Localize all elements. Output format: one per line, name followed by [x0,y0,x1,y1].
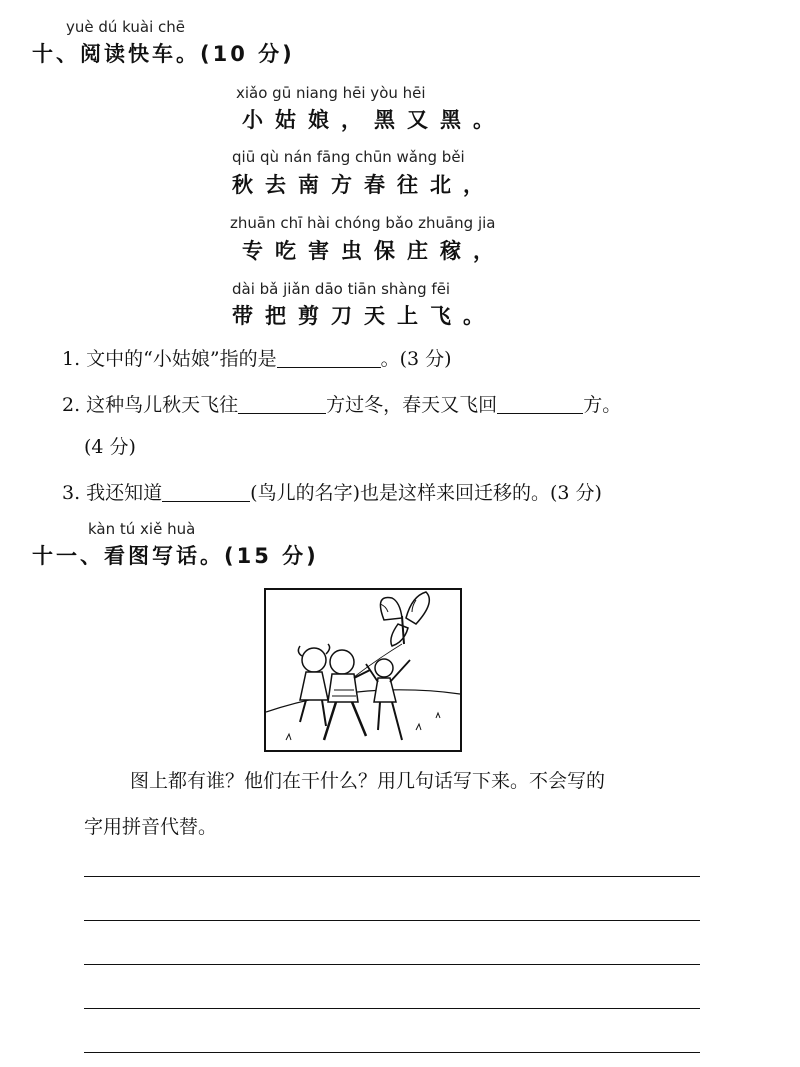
poem-line-3: 专吃害虫保庄稼， [242,238,506,263]
writing-line-4[interactable] [84,1008,700,1009]
girl-figure-icon [298,644,329,726]
kite-picture [264,588,462,752]
question-3-text-b: (鸟儿的名字)也是这样来回迁移的。(3 分) [250,482,602,504]
section11-title: 十一、看图写话。(15 分) [32,544,319,568]
answer-blank-2b[interactable] [497,395,583,414]
question-1 [62,344,452,371]
section11-pinyin: kàn tú xiě huà [88,520,196,538]
question-1-points: 。(3 分) [380,348,452,370]
small-child-figure-icon [366,659,410,740]
answer-blank-2a[interactable] [238,395,326,414]
answer-blank-3[interactable] [162,483,250,502]
poem-pinyin-1: xiǎo gū niang hēi yòu hēi [236,84,426,102]
question-3 [62,478,602,505]
question-1-text: 1. 文中的“小姑娘”指的是 [62,348,277,370]
question-2-text-a: 2. 这种鸟儿秋天飞往 [62,394,239,416]
answer-blank-1[interactable] [277,349,381,368]
question-2-text-b: 方过冬，春天又飞回 [326,394,498,416]
section10-title: 十、阅读快车。(10 分) [32,42,295,66]
poem-pinyin-2: qiū qù nán fāng chūn wǎng běi [232,148,465,166]
writing-prompt-line-2: 字用拼音代替。 [84,816,218,838]
poem-pinyin-3: zhuān chī hài chóng bǎo zhuāng jia [230,214,496,232]
poem-pinyin-4: dài bǎ jiǎn dāo tiān shàng fēi [232,280,451,298]
writing-prompt-line-1: 图上都有谁？他们在干什么？用几句话写下来。不会写的 [130,770,606,792]
poem-line-2-text: 秋去南方春往北， [232,172,496,197]
writing-line-3[interactable] [84,964,700,965]
kite-illustration [266,590,460,750]
poem-line-1: 小姑娘，黑又黑。 [242,107,506,132]
boy-figure-icon [324,650,370,740]
section10-pinyin: yuè dú kuài chē [66,18,186,36]
butterfly-kite-icon [380,592,429,646]
writing-line-1[interactable] [84,876,700,877]
writing-line-5[interactable] [84,1052,700,1053]
writing-line-2[interactable] [84,920,700,921]
question-2 [62,390,621,417]
poem-line-4: 带把剪刀天上飞。 [232,303,496,328]
question-2-points: (4 分) [84,436,136,458]
question-2-text-c: 方。 [583,394,622,416]
question-3-text-a: 3. 我还知道 [62,482,163,504]
